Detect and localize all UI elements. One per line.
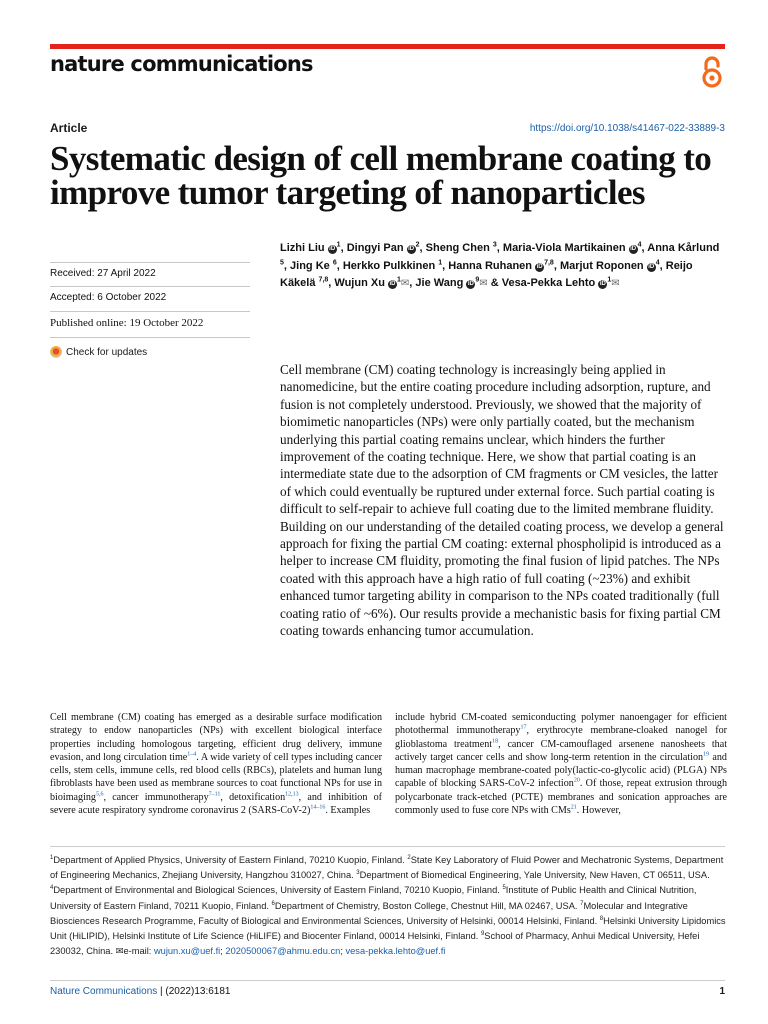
- author-affiliation-ref: 3: [492, 241, 497, 249]
- author[interactable]: [280, 242, 341, 254]
- affiliations: $^1$Department of Applied Physics, University of Eastern Finland, 70210 Kuopio, Finland. $^2$State Key Laboratory of Fluid Power and Mechatronic Systems, Department of Engineering Mechanics, Zhejiang University, Hangzhou 310027, China. $^3$Department of Biomedical Engineering, Yale University, New Haven, CT 06511, USA. $^4$Department of Environmental and Biological Sciences, University of Eastern Finland, 70210 Kuopio, Finland. $^5$Institute of Public Health and Clinical Nutrition, University of Eastern Finland, 70211 Kuopio, Finland. $^6$Department of Chemistry, Boston College, Chestnut Hill, MA 02467, USA. $^7$Molecular and Integrative Biosciences Research Programme, Faculty of Biological and Environmental Sciences, University of Helsinki, 00014 Helsinki, Finland. $^8$Helsinki University Lipidomics Unit (HiLIPID), Helsinki Institute of Life Science (HiLIFE) and Biocenter Finland, 00014 Helsinki, Finland. $^9$School of Pharmacy, Anhui Medical University, Hefei 230032, China. ✉e-mail: wujun.xu@uef.fi; 2020500067@ahmu.edu.cn; vesa-pekka.lehto@uef.fi: [50, 854, 726, 957]
- body-text: . A wide variety of cell types including cancer cells, stem cells, immune cells, red blood cells (RBCs), platelets and human lung fibroblasts have been used as membrane sources to coat functional NPs for use in bioimaging: [50, 751, 382, 803]
- affiliation-text: Department of Biomedical Engineering, Yale University, New Haven, CT 06511, USA.: [359, 870, 710, 881]
- affiliation-number: 8: [599, 915, 604, 922]
- orcid-icon[interactable]: iD: [329, 246, 336, 252]
- divider: [50, 262, 250, 263]
- accepted-date: Accepted: 6 October 2022: [50, 292, 167, 303]
- author-affiliation-ref: 5: [280, 258, 284, 266]
- page-number: 1: [719, 986, 725, 997]
- affiliation-number: 9: [480, 930, 485, 937]
- journal-name[interactable]: nature communications: [50, 52, 313, 76]
- body-text: , cancer immunotherapy: [103, 791, 209, 803]
- author[interactable]: [502, 277, 620, 289]
- body-text: include hybrid CM-coated semiconducting polymer nanoengager for efficient photothermal immunotherapy: [395, 712, 727, 737]
- author[interactable]: [343, 260, 442, 272]
- author-affiliation-ref: 7,8: [544, 258, 554, 266]
- affiliation-number: 2: [407, 854, 411, 861]
- author-name[interactable]: Marjut Roponen: [559, 259, 644, 272]
- check-for-updates-button[interactable]: [50, 346, 147, 358]
- citation-ref[interactable]: 12,13: [285, 791, 299, 798]
- citation-ref[interactable]: 14–16: [310, 804, 326, 811]
- author[interactable]: [448, 260, 554, 272]
- divider: [50, 311, 250, 312]
- author-name[interactable]: Sheng Chen: [425, 242, 490, 254]
- author-name[interactable]: Maria-Viola Martikainen: [502, 242, 626, 254]
- author-name[interactable]: Reijo Käkelä: [280, 259, 693, 289]
- body-column-right: [395, 711, 727, 817]
- affiliation-text: Helsinki University Lipidomics Unit (HiLIPID), Helsinki Institute of Life Science (HiLIFE) and Biocenter Finland, 00014 Helsinki, Finland.: [50, 915, 726, 942]
- email-icon[interactable]: ✉: [611, 278, 620, 289]
- orcid-icon[interactable]: iD: [389, 281, 396, 287]
- author[interactable]: [560, 260, 660, 272]
- check-updates-icon: [50, 346, 62, 358]
- email-icon[interactable]: ✉: [400, 278, 410, 289]
- author[interactable]: [415, 277, 487, 289]
- author-name[interactable]: Anna Kårlund: [647, 242, 720, 254]
- author-affiliation-ref: 6: [332, 258, 337, 266]
- affiliation-number: 7: [580, 900, 584, 907]
- author-affiliation-ref: 9: [475, 276, 480, 284]
- author-name[interactable]: Jie Wang: [415, 277, 464, 289]
- citation-ref[interactable]: 17: [520, 724, 527, 731]
- body-text: , erythrocyte membrane-cloaked nanogel for glioblastoma treatment: [395, 725, 727, 750]
- author-affiliation-ref: 1: [438, 258, 443, 266]
- article-title: Systematic design of cell membrane coating to improve tumor targeting of nanoparticles: [50, 139, 712, 212]
- affiliation-number: 6: [271, 900, 275, 907]
- email-link[interactable]: vesa-pekka.lehto@uef.fi: [345, 946, 446, 957]
- email-link[interactable]: wujun.xu@uef.fi: [153, 946, 221, 957]
- body-text: , detoxification: [220, 791, 286, 803]
- affiliation-number: 5: [502, 885, 506, 892]
- author-affiliation-ref: 2: [415, 241, 420, 249]
- body-text: . Examples: [325, 804, 371, 816]
- author-name[interactable]: Dingyi Pan: [346, 242, 404, 254]
- footer-citation: [50, 986, 230, 997]
- author-affiliation-ref: 1: [607, 276, 612, 284]
- author-list: Lizhi Liu $iD^1$, Dingyi Pan $iD^2$, Sheng Chen $^3$, Maria-Viola Martikainen $iD^4$, Anna Kårlund $^5$, Jing Ke $^6$, Herkko Pulkkinen $^1$, Hanna Ruhanen iD$^{7,8}$, Marjut Roponen $iD^4$, Reijo Käkelä $^{7,8}$, Wujun Xu $iD^1✉$, Jie Wang $iD^9✉$ & Vesa-Pekka Lehto $iD^1✉$: [280, 240, 720, 293]
- divider: [50, 286, 250, 287]
- affiliation-number: 4: [50, 885, 54, 892]
- author-name[interactable]: Jing Ke: [290, 259, 330, 272]
- affiliations-divider: [50, 846, 725, 847]
- email-icon[interactable]: ✉: [479, 278, 488, 289]
- author-affiliation-ref: 1: [336, 241, 341, 249]
- body-text: , cancer CM-camouflaged arsenene nanosheets that actively target cancer cells and show long-term retention in the circulation: [395, 738, 728, 763]
- author-name[interactable]: Vesa-Pekka Lehto: [501, 277, 596, 289]
- author-name[interactable]: Lizhi Liu: [280, 242, 325, 254]
- orcid-icon[interactable]: iD: [467, 281, 474, 287]
- body-text: and human macrophage membrane-coated poly(lactic-co-glycolic acid) (PLGA) NPs capable of blocking SARS-CoV-2 infection: [395, 751, 727, 790]
- author-name[interactable]: Wujun Xu: [334, 277, 385, 289]
- author[interactable]: [426, 242, 497, 254]
- affiliation-text: Molecular and Integrative Biosciences Research Programme, Faculty of Biological and Environmental Sciences, University of Helsinki, 00014 Helsinki, Finland.: [50, 900, 688, 926]
- author-name[interactable]: Herkko Pulkkinen: [342, 259, 436, 272]
- email-label: e-mail:: [123, 946, 154, 957]
- orcid-icon[interactable]: iD: [408, 246, 415, 252]
- email-link[interactable]: 2020500067@ahmu.edu.cn: [225, 946, 341, 957]
- article-type-label: Article: [50, 121, 88, 135]
- affiliation-text: Institute of Public Health and Clinical Nutrition, University of Eastern Finland, 70211 Kuopio, Finland.: [50, 885, 697, 911]
- affiliation-text: Department of Chemistry, Boston College, Chestnut Hill, MA 02467, USA.: [274, 900, 581, 911]
- affiliation-number: 1: [50, 854, 54, 861]
- citation-ref[interactable]: 19: [703, 751, 710, 758]
- author[interactable]: [347, 242, 420, 254]
- footer-journal-name[interactable]: Nature Communications: [50, 986, 158, 997]
- citation-ref[interactable]: 7–11: [208, 791, 221, 798]
- body-text: . However,: [576, 804, 621, 816]
- author[interactable]: [503, 242, 642, 254]
- doi-link[interactable]: https://doi.org/10.1038/s41467-022-33889-3: [529, 123, 725, 134]
- citation-ref[interactable]: 20: [573, 777, 580, 784]
- body-text: . Of those, repeat extrusion through polycarbonate track-etched (PCTE) membranes and sonication approaches are commonly used to fuse core NPs with CMs: [395, 778, 727, 816]
- affiliation-text: State Key Laboratory of Fluid Power and Mechatronic Systems, Department of Engineering Mechanics, Zhejiang University, Hangzhou 310027, China.: [50, 855, 724, 881]
- abstract: Cell membrane (CM) coating technology is increasingly being applied in nanomedicine, but the entire coating procedure including adsorption, rupture, and fusion is not completely understood. Previously, we showed that the majority of biomimetic nanoparticles (NPs) were only partially coated, but the mechanism underlying this partial coating remains unclear, which hinders the further improvement of the coating technique. Here, we show that partial coating is an intermediate state due to the adsorption of CM fragments or CM vesicles, the latter of which could eventually be ruptured under external force. Such partial coating is difficult to self-repair to achieve full coating due to the limited membrane fluidity. Building on our understanding of the detailed coating process, we develop a general approach for fixing the partial CM coating: external phospholipid is introduced as a helper to increase CM fluidity, promoting the final fusion of lipid patches. The NPs coated with this approach have a high ratio of full coating (~23%) and exhibit enhanced tumor targeting ability in comparison to the NPs coated traditionally (full coating ratio of ~6%). Our results provide a mechanistic basis for fixing partial CM coating towards enhancing tumor accumulation.: [280, 362, 724, 639]
- divider: [50, 337, 250, 338]
- author-affiliation-ref: 7,8: [318, 276, 329, 284]
- footer-volume: | (2022)13:6181: [157, 986, 231, 997]
- orcid-icon[interactable]: iD: [630, 246, 637, 252]
- orcid-icon[interactable]: iD: [536, 263, 543, 270]
- citation-ref[interactable]: 5,6: [95, 791, 104, 798]
- body-text: , and inhibition of severe acute respiratory syndrome coronavirus 2 (SARS-CoV-2): [50, 791, 382, 816]
- body-column-left: [50, 711, 382, 817]
- author-affiliation-ref: 4: [655, 258, 660, 266]
- citation-ref[interactable]: 1–4: [187, 751, 197, 758]
- affiliation-text: Department of Applied Physics, University of Eastern Finland, 70210 Kuopio, Finland.: [53, 855, 408, 865]
- received-date: Received: 27 April 2022: [50, 268, 156, 279]
- author-affiliation-ref: 1: [396, 276, 401, 284]
- open-access-icon[interactable]: [698, 55, 726, 89]
- email-icon: ✉: [115, 946, 124, 957]
- orcid-icon[interactable]: iD: [648, 263, 655, 270]
- author[interactable]: [334, 277, 409, 289]
- orcid-icon[interactable]: iD: [599, 281, 606, 287]
- body-text: Cell membrane (CM) coating has emerged as a desirable surface modification strategy to endow nanoparticles (NPs) with excellent biological interface properties including homologous targeting, efficient drug delivery, immune evasion, and long circulation time: [50, 712, 382, 763]
- citation-ref[interactable]: 21: [570, 804, 577, 811]
- footer-divider: [50, 980, 725, 981]
- affiliation-text: School of Pharmacy, Anhui Medical University, Hefei 230032, China.: [50, 931, 700, 957]
- check-updates-label: Check for updates: [66, 346, 148, 358]
- author[interactable]: [290, 260, 337, 272]
- affiliation-number: 3: [356, 870, 360, 877]
- header-rule: [50, 44, 725, 49]
- author-affiliation-ref: 4: [637, 241, 642, 249]
- published-date: Published online: 19 October 2022: [50, 317, 204, 329]
- citation-ref[interactable]: 18: [492, 738, 499, 745]
- author-name[interactable]: Hanna Ruhanen: [448, 259, 533, 272]
- affiliation-text: Department of Environmental and Biological Sciences, University of Eastern Finland, 70210 Kuopio, Finland.: [53, 885, 503, 896]
